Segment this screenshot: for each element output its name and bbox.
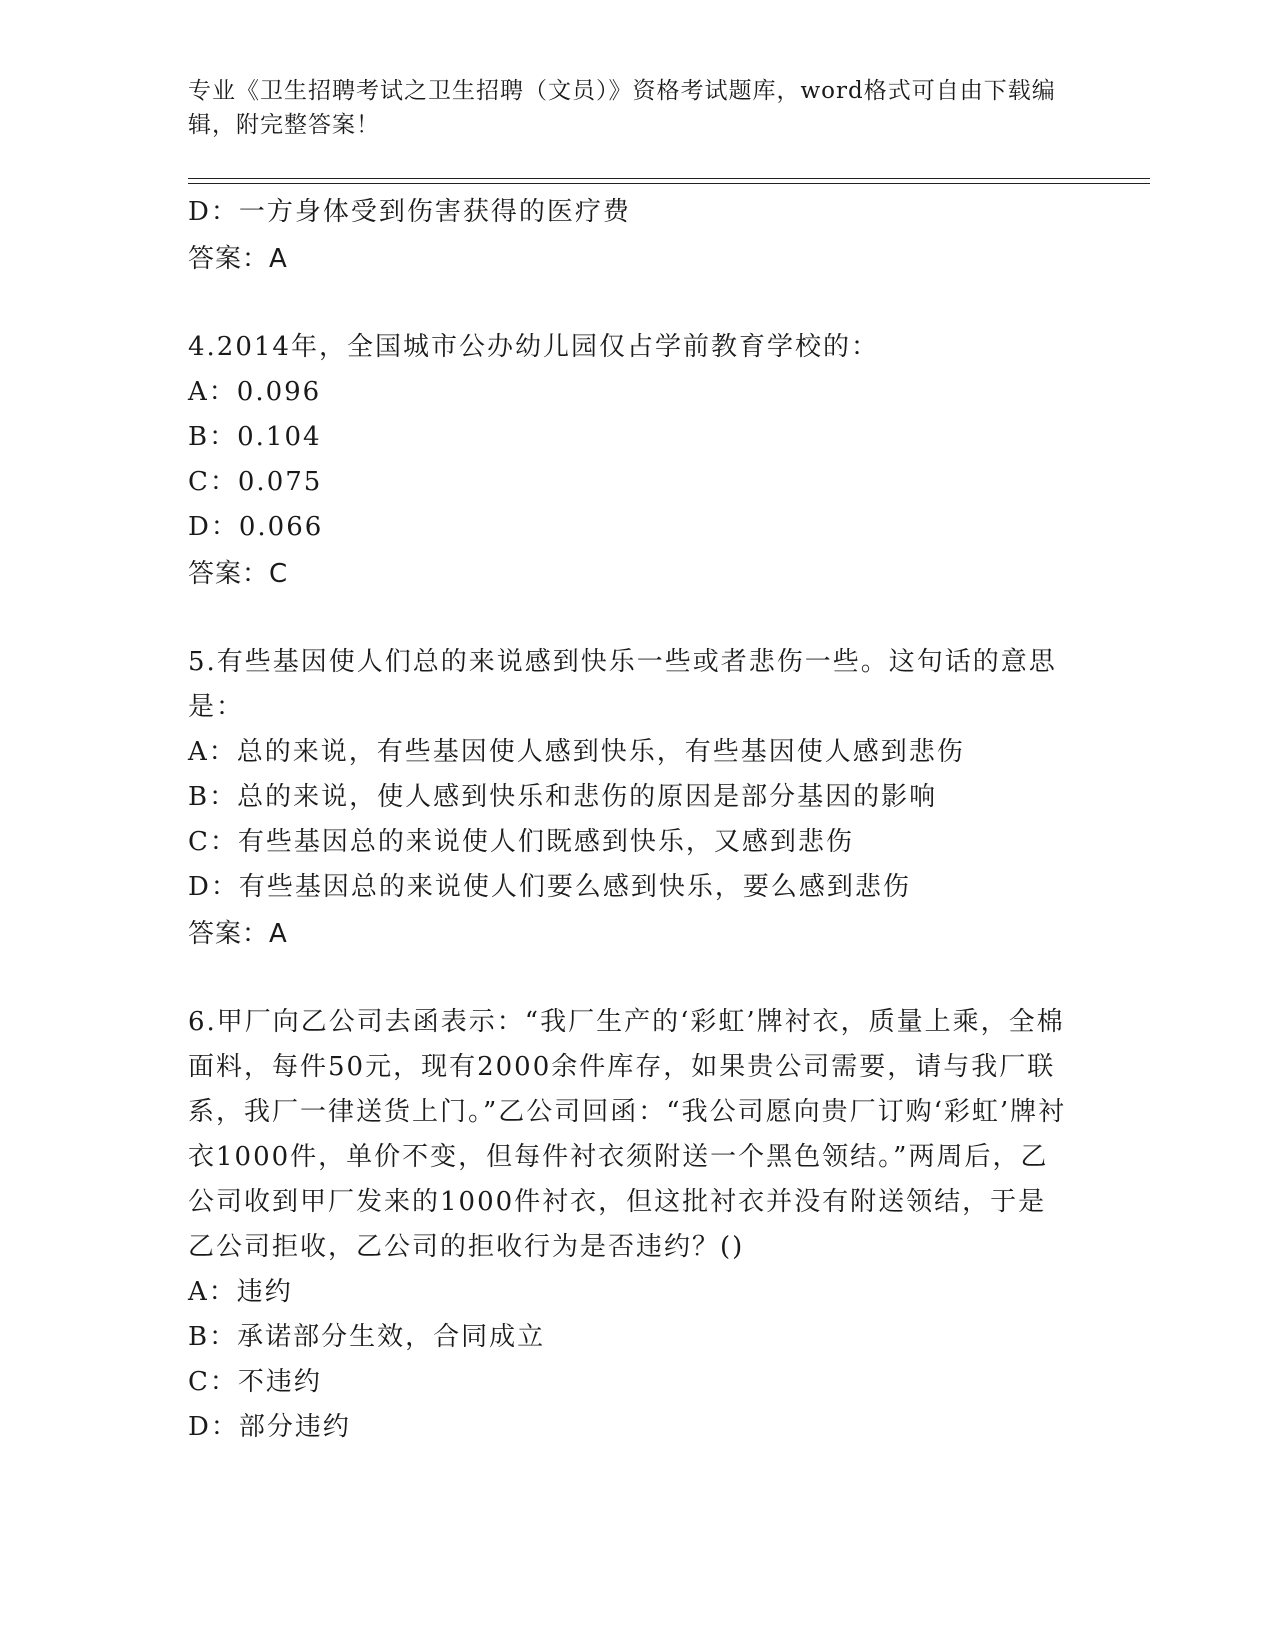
option-d: D：有些基因总的来说使人们要么感到快乐，要么感到悲伤 [188, 872, 911, 902]
answer-line: 答案：A [188, 919, 288, 949]
option-b: B：总的来说，使人感到快乐和悲伤的原因是部分基因的影响 [188, 782, 938, 812]
question-block [188, 640, 1068, 958]
option-d: D：一方身体受到伤害获得的医疗费 [188, 197, 631, 227]
option-b: B：承诺部分生效，合同成立 [188, 1322, 546, 1352]
option-a: A：0.096 [188, 377, 322, 407]
answer-line: 答案：A [188, 244, 288, 274]
header-divider-bottom [188, 183, 1150, 184]
option-c: C：有些基因总的来说使人们既感到快乐，又感到悲伤 [188, 827, 854, 857]
option-d: D：部分违约 [188, 1412, 351, 1442]
question-block [188, 1000, 1068, 1450]
question-list [188, 190, 1068, 1450]
question-text: 5.有些基因使人们总的来说感到快乐一些或者悲伤一些。这句话的意思是： [188, 647, 1057, 722]
answer-line: 答案：C [188, 559, 289, 589]
question-text: 6.甲厂向乙公司去函表示：“我厂生产的‘彩虹’牌衬衣，质量上乘，全棉面料，每件50元，现有2000余件库存，如果贵公司需要，请与我厂联系，我厂一律送货上门。”乙公司回函：“我公司愿向贵厂订购‘彩虹’牌衬衣1000件，单价不变，但每件衬衣须附送一个黑色领结。”两周后，乙公司收到甲厂发来的1000件衬衣，但这批衬衣并没有附送领结，于是乙公司拒收，乙公司的拒收行为是否违约？() [188, 1007, 1067, 1262]
question-text: 4.2014年，全国城市公办幼儿园仅占学前教育学校的： [188, 332, 879, 362]
option-b: B：0.104 [188, 422, 322, 452]
option-a: A：违约 [188, 1277, 293, 1307]
option-c: C：0.075 [188, 467, 323, 497]
option-c: C：不违约 [188, 1367, 322, 1397]
document-header-note: 专业《卫生招聘考试之卫生招聘（文员）》资格考试题库，word格式可自由下载编辑，附完整答案！ [188, 78, 1056, 138]
question-block [188, 325, 1068, 598]
option-a: A：总的来说，有些基因使人感到快乐，有些基因使人感到悲伤 [188, 737, 965, 767]
option-d: D：0.066 [188, 512, 324, 542]
header-divider-top [188, 178, 1150, 179]
